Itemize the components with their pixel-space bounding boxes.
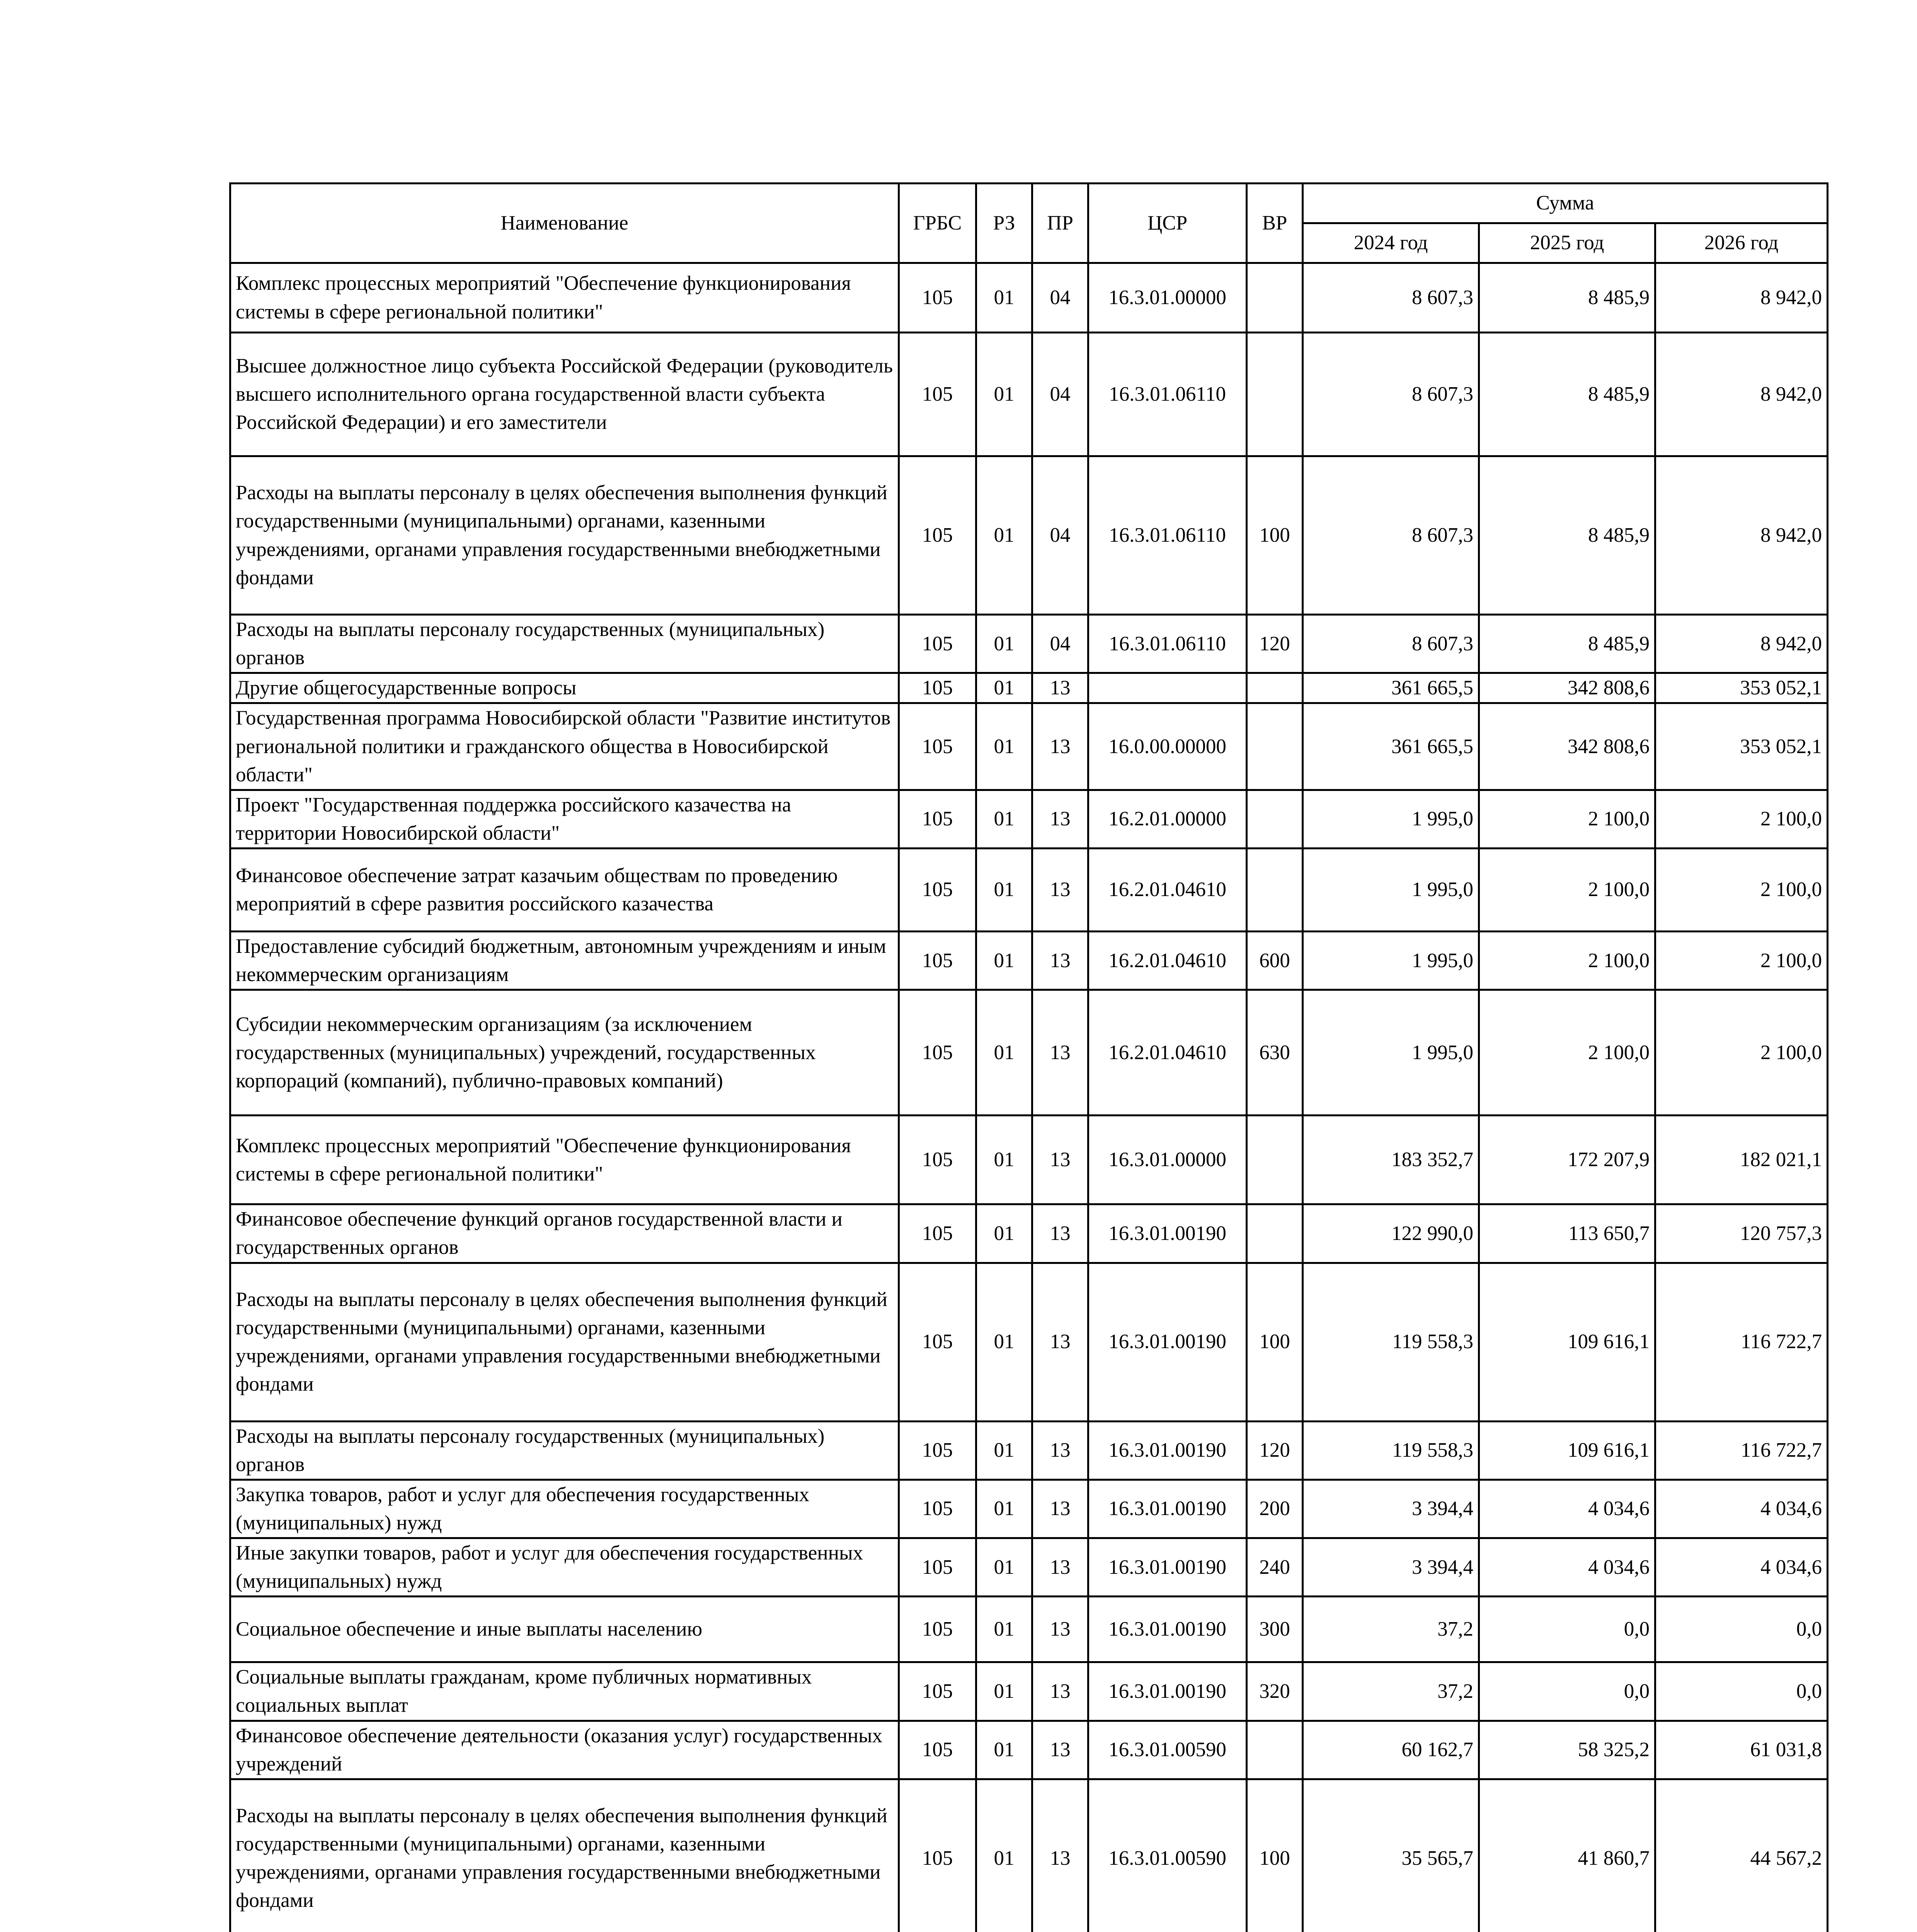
row-sum-2024-cell: 122 990,0 — [1303, 1204, 1479, 1263]
row-name-cell: Социальные выплаты гражданам, кроме публичных нормативных социальных выплат — [230, 1662, 899, 1721]
table-row — [230, 1116, 1828, 1204]
row-csr-cell: 16.2.01.00000 — [1088, 790, 1247, 848]
row-vr-cell — [1247, 1116, 1303, 1204]
row-sum-2026-cell: 120 757,3 — [1655, 1204, 1828, 1263]
row-sum-2026-cell: 8 942,0 — [1655, 456, 1828, 615]
row-sum-2024-cell: 361 665,5 — [1303, 673, 1479, 703]
table-row — [230, 1662, 1828, 1721]
row-grbs-cell: 105 — [899, 990, 976, 1116]
row-name-cell: Расходы на выплаты персоналу государственных (муниципальных) органов — [230, 1421, 899, 1480]
table-row — [230, 1263, 1828, 1421]
row-sum-2024-cell: 1 995,0 — [1303, 790, 1479, 848]
row-pr-cell: 04 — [1032, 333, 1088, 456]
row-grbs-cell: 105 — [899, 1779, 976, 1932]
row-rz-cell: 01 — [976, 990, 1032, 1116]
row-rz-cell: 01 — [976, 333, 1032, 456]
row-csr-cell: 16.3.01.00190 — [1088, 1421, 1247, 1480]
table-row — [230, 263, 1828, 333]
row-name-cell: Комплекс процессных мероприятий "Обеспечение функционирования системы в сфере региональной политики" — [230, 1116, 899, 1204]
row-rz-cell: 01 — [976, 932, 1032, 990]
row-pr-cell: 13 — [1032, 1480, 1088, 1538]
row-sum-2024-cell: 183 352,7 — [1303, 1116, 1479, 1204]
row-vr-cell — [1247, 1204, 1303, 1263]
header-grbs: ГРБС — [899, 184, 976, 263]
row-sum-2026-cell: 8 942,0 — [1655, 615, 1828, 673]
row-sum-2025-cell: 0,0 — [1479, 1662, 1655, 1721]
row-vr-cell: 100 — [1247, 456, 1303, 615]
row-sum-2026-cell: 61 031,8 — [1655, 1721, 1828, 1779]
row-sum-2025-cell: 2 100,0 — [1479, 790, 1655, 848]
row-rz-cell: 01 — [976, 456, 1032, 615]
row-vr-cell — [1247, 1721, 1303, 1779]
header-csr: ЦСР — [1088, 184, 1247, 263]
header-year-2025: 2025 год — [1479, 223, 1655, 263]
row-sum-2025-cell: 41 860,7 — [1479, 1779, 1655, 1932]
table-row — [230, 790, 1828, 848]
row-vr-cell — [1247, 333, 1303, 456]
row-sum-2024-cell: 8 607,3 — [1303, 456, 1479, 615]
row-name-cell: Расходы на выплаты персоналу в целях обеспечения выполнения функций государственными (муниципальными) органами, казенными учреждениями, органами управления государственными внебюджетными фондами — [230, 1779, 899, 1932]
row-pr-cell: 13 — [1032, 673, 1088, 703]
row-sum-2025-cell: 342 808,6 — [1479, 673, 1655, 703]
row-grbs-cell: 105 — [899, 1421, 976, 1480]
row-pr-cell: 13 — [1032, 1721, 1088, 1779]
row-pr-cell: 13 — [1032, 1204, 1088, 1263]
table-row — [230, 673, 1828, 703]
row-sum-2024-cell: 8 607,3 — [1303, 615, 1479, 673]
table-row — [230, 849, 1828, 932]
row-pr-cell: 13 — [1032, 1662, 1088, 1721]
row-sum-2024-cell: 1 995,0 — [1303, 990, 1479, 1116]
row-grbs-cell: 105 — [899, 703, 976, 790]
row-grbs-cell: 105 — [899, 1662, 976, 1721]
row-sum-2026-cell: 44 567,2 — [1655, 1779, 1828, 1932]
row-sum-2026-cell: 182 021,1 — [1655, 1116, 1828, 1204]
row-rz-cell: 01 — [976, 615, 1032, 673]
row-vr-cell: 120 — [1247, 615, 1303, 673]
table-row — [230, 333, 1828, 456]
row-sum-2026-cell: 2 100,0 — [1655, 849, 1828, 932]
row-sum-2026-cell: 4 034,6 — [1655, 1538, 1828, 1597]
row-name-cell: Иные закупки товаров, работ и услуг для обеспечения государственных (муниципальных) нужд — [230, 1538, 899, 1597]
row-name-cell: Государственная программа Новосибирской области "Развитие институтов региональной политики и гражданского общества в Новосибирской области" — [230, 703, 899, 790]
row-vr-cell: 200 — [1247, 1480, 1303, 1538]
row-sum-2025-cell: 2 100,0 — [1479, 849, 1655, 932]
row-sum-2024-cell: 3 394,4 — [1303, 1538, 1479, 1597]
row-sum-2024-cell: 119 558,3 — [1303, 1263, 1479, 1421]
row-sum-2026-cell: 8 942,0 — [1655, 263, 1828, 333]
row-csr-cell: 16.3.01.00590 — [1088, 1721, 1247, 1779]
row-pr-cell: 13 — [1032, 1263, 1088, 1421]
row-grbs-cell: 105 — [899, 615, 976, 673]
row-pr-cell: 13 — [1032, 790, 1088, 848]
row-sum-2026-cell: 2 100,0 — [1655, 990, 1828, 1116]
row-vr-cell: 240 — [1247, 1538, 1303, 1597]
row-pr-cell: 13 — [1032, 849, 1088, 932]
row-name-cell: Финансовое обеспечение деятельности (оказания услуг) государственных учреждений — [230, 1721, 899, 1779]
table-row — [230, 1421, 1828, 1480]
row-rz-cell: 01 — [976, 1597, 1032, 1662]
row-csr-cell: 16.3.01.00590 — [1088, 1779, 1247, 1932]
row-vr-cell — [1247, 790, 1303, 848]
row-sum-2025-cell: 172 207,9 — [1479, 1116, 1655, 1204]
row-name-cell: Расходы на выплаты персоналу в целях обеспечения выполнения функций государственными (муниципальными) органами, казенными учреждениями, органами управления государственными внебюджетными фондами — [230, 1263, 899, 1421]
row-sum-2024-cell: 119 558,3 — [1303, 1421, 1479, 1480]
row-pr-cell: 13 — [1032, 1421, 1088, 1480]
row-sum-2025-cell: 8 485,9 — [1479, 456, 1655, 615]
row-sum-2026-cell: 116 722,7 — [1655, 1421, 1828, 1480]
row-pr-cell: 13 — [1032, 1538, 1088, 1597]
row-csr-cell: 16.2.01.04610 — [1088, 932, 1247, 990]
row-csr-cell: 16.2.01.04610 — [1088, 990, 1247, 1116]
table-row — [230, 615, 1828, 673]
row-rz-cell: 01 — [976, 790, 1032, 848]
row-sum-2026-cell: 8 942,0 — [1655, 333, 1828, 456]
row-sum-2026-cell: 2 100,0 — [1655, 790, 1828, 848]
header-rz: РЗ — [976, 184, 1032, 263]
row-vr-cell: 100 — [1247, 1779, 1303, 1932]
row-name-cell: Субсидии некоммерческим организациям (за исключением государственных (муниципальных) учреждений, государственных корпораций (компаний), публично-правовых компаний) — [230, 990, 899, 1116]
row-rz-cell: 01 — [976, 849, 1032, 932]
row-sum-2024-cell: 37,2 — [1303, 1597, 1479, 1662]
row-name-cell: Расходы на выплаты персоналу в целях обеспечения выполнения функций государственными (муниципальными) органами, казенными учреждениями, органами управления государственными внебюджетными фондами — [230, 456, 899, 615]
table-row — [230, 1538, 1828, 1597]
row-pr-cell: 04 — [1032, 456, 1088, 615]
row-grbs-cell: 105 — [899, 333, 976, 456]
table-row — [230, 1204, 1828, 1263]
row-vr-cell: 630 — [1247, 990, 1303, 1116]
row-rz-cell: 01 — [976, 1779, 1032, 1932]
row-name-cell: Другие общегосударственные вопросы — [230, 673, 899, 703]
row-grbs-cell: 105 — [899, 1263, 976, 1421]
table-row — [230, 932, 1828, 990]
row-rz-cell: 01 — [976, 1116, 1032, 1204]
header-year-2026: 2026 год — [1655, 223, 1828, 263]
row-vr-cell: 300 — [1247, 1597, 1303, 1662]
row-rz-cell: 01 — [976, 1538, 1032, 1597]
row-grbs-cell: 105 — [899, 849, 976, 932]
row-name-cell: Социальное обеспечение и иные выплаты населению — [230, 1597, 899, 1662]
row-pr-cell: 13 — [1032, 990, 1088, 1116]
header-pr: ПР — [1032, 184, 1088, 263]
row-sum-2025-cell: 2 100,0 — [1479, 932, 1655, 990]
row-grbs-cell: 105 — [899, 1480, 976, 1538]
row-name-cell: Финансовое обеспечение функций органов государственной власти и государственных органов — [230, 1204, 899, 1263]
row-grbs-cell: 105 — [899, 1204, 976, 1263]
row-name-cell: Высшее должностное лицо субъекта Российской Федерации (руководитель высшего исполнительного органа государственной власти субъекта Российской Федерации) и его заместители — [230, 333, 899, 456]
row-rz-cell: 01 — [976, 263, 1032, 333]
row-sum-2025-cell: 8 485,9 — [1479, 263, 1655, 333]
row-pr-cell: 13 — [1032, 1779, 1088, 1932]
row-sum-2025-cell: 109 616,1 — [1479, 1263, 1655, 1421]
row-sum-2026-cell: 353 052,1 — [1655, 673, 1828, 703]
row-csr-cell: 16.3.01.06110 — [1088, 456, 1247, 615]
row-sum-2024-cell: 3 394,4 — [1303, 1480, 1479, 1538]
row-rz-cell: 01 — [976, 1480, 1032, 1538]
table-header — [230, 184, 1828, 263]
table-row — [230, 703, 1828, 790]
row-csr-cell — [1088, 673, 1247, 703]
row-sum-2024-cell: 8 607,3 — [1303, 263, 1479, 333]
table-row — [230, 990, 1828, 1116]
row-rz-cell: 01 — [976, 1421, 1032, 1480]
row-sum-2026-cell: 4 034,6 — [1655, 1480, 1828, 1538]
row-csr-cell: 16.2.01.04610 — [1088, 849, 1247, 932]
row-csr-cell: 16.0.00.00000 — [1088, 703, 1247, 790]
row-rz-cell: 01 — [976, 1662, 1032, 1721]
row-vr-cell: 100 — [1247, 1263, 1303, 1421]
row-sum-2026-cell: 2 100,0 — [1655, 932, 1828, 990]
row-pr-cell: 13 — [1032, 1597, 1088, 1662]
row-rz-cell: 01 — [976, 1263, 1032, 1421]
row-name-cell: Предоставление субсидий бюджетным, автономным учреждениям и иным некоммерческим организациям — [230, 932, 899, 990]
row-csr-cell: 16.3.01.00000 — [1088, 1116, 1247, 1204]
row-rz-cell: 01 — [976, 1204, 1032, 1263]
table-row — [230, 456, 1828, 615]
row-vr-cell: 120 — [1247, 1421, 1303, 1480]
header-name: Наименование — [230, 184, 899, 263]
row-grbs-cell: 105 — [899, 1597, 976, 1662]
header-sum: Сумма — [1303, 184, 1828, 223]
row-grbs-cell: 105 — [899, 456, 976, 615]
table-row — [230, 1779, 1828, 1932]
row-sum-2025-cell: 58 325,2 — [1479, 1721, 1655, 1779]
table-body — [230, 263, 1828, 1932]
row-name-cell: Расходы на выплаты персоналу государственных (муниципальных) органов — [230, 615, 899, 673]
table-row — [230, 1480, 1828, 1538]
row-pr-cell: 04 — [1032, 263, 1088, 333]
row-sum-2026-cell: 0,0 — [1655, 1597, 1828, 1662]
row-csr-cell: 16.3.01.00190 — [1088, 1204, 1247, 1263]
row-csr-cell: 16.3.01.00000 — [1088, 263, 1247, 333]
row-vr-cell: 320 — [1247, 1662, 1303, 1721]
row-vr-cell — [1247, 703, 1303, 790]
row-pr-cell: 13 — [1032, 703, 1088, 790]
row-grbs-cell: 105 — [899, 673, 976, 703]
row-sum-2025-cell: 113 650,7 — [1479, 1204, 1655, 1263]
row-pr-cell: 13 — [1032, 932, 1088, 990]
row-sum-2025-cell: 2 100,0 — [1479, 990, 1655, 1116]
row-vr-cell — [1247, 263, 1303, 333]
row-sum-2026-cell: 0,0 — [1655, 1662, 1828, 1721]
row-rz-cell: 01 — [976, 1721, 1032, 1779]
row-grbs-cell: 105 — [899, 932, 976, 990]
row-rz-cell: 01 — [976, 703, 1032, 790]
row-sum-2025-cell: 4 034,6 — [1479, 1480, 1655, 1538]
row-grbs-cell: 105 — [899, 790, 976, 848]
row-vr-cell: 600 — [1247, 932, 1303, 990]
table-row — [230, 1721, 1828, 1779]
row-name-cell: Комплекс процессных мероприятий "Обеспечение функционирования системы в сфере региональной политики" — [230, 263, 899, 333]
row-rz-cell: 01 — [976, 673, 1032, 703]
row-sum-2024-cell: 1 995,0 — [1303, 849, 1479, 932]
row-pr-cell: 04 — [1032, 615, 1088, 673]
row-sum-2024-cell: 361 665,5 — [1303, 703, 1479, 790]
row-grbs-cell: 105 — [899, 1116, 976, 1204]
row-sum-2025-cell: 8 485,9 — [1479, 333, 1655, 456]
row-sum-2026-cell: 353 052,1 — [1655, 703, 1828, 790]
row-pr-cell: 13 — [1032, 1116, 1088, 1204]
row-sum-2024-cell: 35 565,7 — [1303, 1779, 1479, 1932]
row-sum-2024-cell: 1 995,0 — [1303, 932, 1479, 990]
header-vr: ВР — [1247, 184, 1303, 263]
row-sum-2024-cell: 37,2 — [1303, 1662, 1479, 1721]
row-csr-cell: 16.3.01.00190 — [1088, 1263, 1247, 1421]
row-name-cell: Закупка товаров, работ и услуг для обеспечения государственных (муниципальных) нужд — [230, 1480, 899, 1538]
row-grbs-cell: 105 — [899, 263, 976, 333]
row-grbs-cell: 105 — [899, 1721, 976, 1779]
row-sum-2024-cell: 8 607,3 — [1303, 333, 1479, 456]
row-sum-2025-cell: 4 034,6 — [1479, 1538, 1655, 1597]
row-csr-cell: 16.3.01.00190 — [1088, 1538, 1247, 1597]
row-sum-2024-cell: 60 162,7 — [1303, 1721, 1479, 1779]
row-csr-cell: 16.3.01.06110 — [1088, 333, 1247, 456]
row-csr-cell: 16.3.01.06110 — [1088, 615, 1247, 673]
row-vr-cell — [1247, 849, 1303, 932]
table-row — [230, 1597, 1828, 1662]
row-sum-2025-cell: 0,0 — [1479, 1597, 1655, 1662]
header-year-2024: 2024 год — [1303, 223, 1479, 263]
row-csr-cell: 16.3.01.00190 — [1088, 1597, 1247, 1662]
row-sum-2025-cell: 109 616,1 — [1479, 1421, 1655, 1480]
row-name-cell: Проект "Государственная поддержка российского казачества на территории Новосибирской области" — [230, 790, 899, 848]
row-csr-cell: 16.3.01.00190 — [1088, 1480, 1247, 1538]
row-vr-cell — [1247, 673, 1303, 703]
row-csr-cell: 16.3.01.00190 — [1088, 1662, 1247, 1721]
row-sum-2026-cell: 116 722,7 — [1655, 1263, 1828, 1421]
row-sum-2025-cell: 342 808,6 — [1479, 703, 1655, 790]
row-sum-2025-cell: 8 485,9 — [1479, 615, 1655, 673]
row-name-cell: Финансовое обеспечение затрат казачьим обществам по проведению мероприятий в сфере развития российского казачества — [230, 849, 899, 932]
budget-table — [229, 182, 1828, 1932]
row-grbs-cell: 105 — [899, 1538, 976, 1597]
